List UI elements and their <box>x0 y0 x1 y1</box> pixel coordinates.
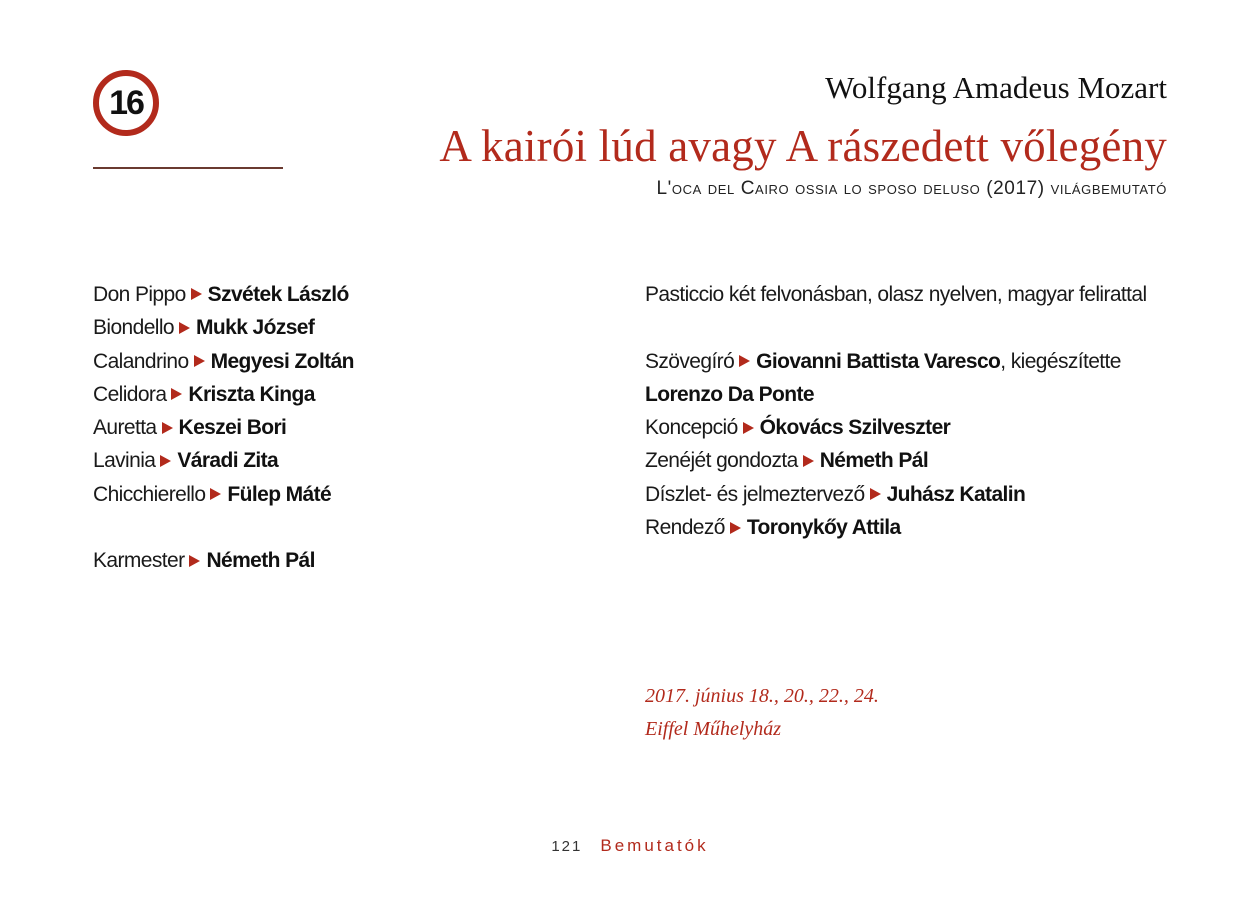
role-label: Zenéjét gondozta <box>645 449 798 473</box>
role-label: Szövegíró <box>645 349 735 373</box>
arrow-icon <box>179 322 190 334</box>
arrow-icon <box>189 555 200 567</box>
role-label: Lavinia <box>93 449 156 473</box>
performer-name: Kriszta Kinga <box>188 382 315 406</box>
conductor-name: Németh Pál <box>206 549 315 573</box>
role-label: Biondello <box>93 316 174 340</box>
cast-list <box>93 278 354 578</box>
performer-name: Szvétek László <box>207 283 349 306</box>
cast-row <box>93 478 354 511</box>
role-label: Koncepció <box>645 416 738 440</box>
cast-row <box>93 444 354 477</box>
arrow-icon <box>162 422 173 434</box>
role-label: Calandrino <box>93 349 189 373</box>
page-footer <box>0 836 1260 856</box>
credit-row <box>645 378 1175 411</box>
performer-name: Fülep Máté <box>227 482 332 506</box>
credit-row <box>645 345 1175 378</box>
cast-row <box>93 278 354 311</box>
arrow-icon <box>194 355 205 367</box>
composer-name: Wolfgang Amadeus Mozart <box>825 70 1167 105</box>
production-description: Pasticcio két felvonásban, olasz nyelven, magyar felirattal <box>645 283 1147 306</box>
performance-info <box>645 680 879 746</box>
role-label: Chicchierello <box>93 482 206 506</box>
opera-title: A kairói lúd avagy A rászedett vőlegény <box>439 121 1167 171</box>
arrow-icon <box>803 455 814 467</box>
cast-row <box>93 345 354 378</box>
arrow-icon <box>870 488 881 500</box>
role-label: Karmester <box>93 549 185 573</box>
conductor-row <box>93 544 354 577</box>
role-label: Rendező <box>645 516 725 540</box>
role-label: Celidora <box>93 382 167 406</box>
credit-row <box>645 478 1175 511</box>
performer-name: Mukk József <box>196 316 315 340</box>
cast-row <box>93 378 354 411</box>
arrow-icon <box>730 522 741 534</box>
role-label: Don Pippo <box>93 283 186 306</box>
production-info <box>645 278 1175 544</box>
librettist-suffix: , kiegészítette <box>1000 349 1121 373</box>
performer-name: Váradi Zita <box>177 449 279 473</box>
age-rating-badge <box>93 70 159 136</box>
second-librettist-name: Lorenzo Da Ponte <box>645 382 814 406</box>
credit-row <box>645 411 1175 444</box>
librettist-name: Giovanni Battista Varesco <box>756 349 1001 373</box>
performer-name: Megyesi Zoltán <box>210 349 354 373</box>
opera-subtitle: L'oca del Cairo ossia lo sposo deluso (2017) világbemutató <box>656 178 1167 199</box>
role-label: Auretta <box>93 416 157 440</box>
arrow-icon <box>743 422 754 434</box>
credit-row <box>645 511 1175 544</box>
cast-row <box>93 411 354 444</box>
arrow-icon <box>739 355 750 367</box>
performer-name: Keszei Bori <box>178 416 287 440</box>
title-divider <box>93 167 283 169</box>
page-number: 121 <box>551 838 583 855</box>
role-label: Díszlet- és jelmeztervező <box>645 482 865 506</box>
arrow-icon <box>160 455 171 467</box>
arrow-icon <box>171 388 182 400</box>
credit-row <box>645 444 1175 477</box>
cast-row <box>93 311 354 344</box>
credit-name: Juhász Katalin <box>886 482 1026 506</box>
section-name: Bemutatók <box>600 836 709 855</box>
credit-name: Németh Pál <box>819 449 929 473</box>
arrow-icon <box>210 488 221 500</box>
arrow-icon <box>191 288 202 300</box>
age-rating-number: 16 <box>109 83 143 122</box>
performance-dates: 2017. június 18., 20., 22., 24. <box>645 685 879 707</box>
performance-venue: Eiffel Műhelyház <box>645 718 782 740</box>
spacer <box>93 511 354 544</box>
credit-name: Ókovács Szilveszter <box>759 416 951 440</box>
credit-name: Toronykőy Attila <box>746 516 901 540</box>
spacer <box>645 311 1175 344</box>
